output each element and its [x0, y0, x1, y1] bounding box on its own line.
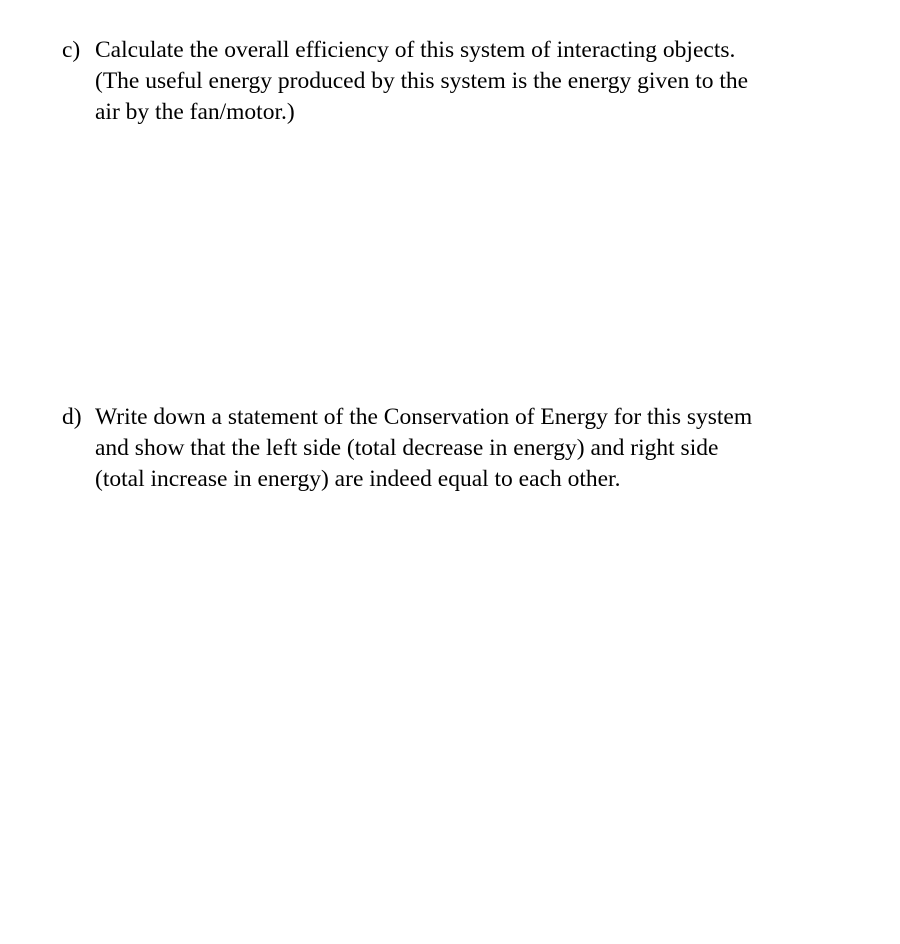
question-text-line: Write down a statement of the Conservation of Energy for this system — [95, 404, 753, 430]
question-text-line: and show that the left side (total decrease in energy) and right side — [95, 435, 719, 461]
question-text — [95, 35, 862, 128]
question-text-line: (The useful energy produced by this system is the energy given to the — [95, 68, 749, 94]
question-text-line: Calculate the overall efficiency of this system of interacting objects. — [95, 37, 736, 63]
question-text-line: air by the fan/motor.) — [95, 99, 295, 125]
question-label: c) — [62, 37, 81, 63]
question-d — [62, 402, 862, 495]
question-text — [95, 402, 862, 495]
question-text-line: (total increase in energy) are indeed equal to each other. — [95, 466, 621, 492]
question-c — [62, 35, 862, 128]
question-label: d) — [62, 404, 82, 430]
